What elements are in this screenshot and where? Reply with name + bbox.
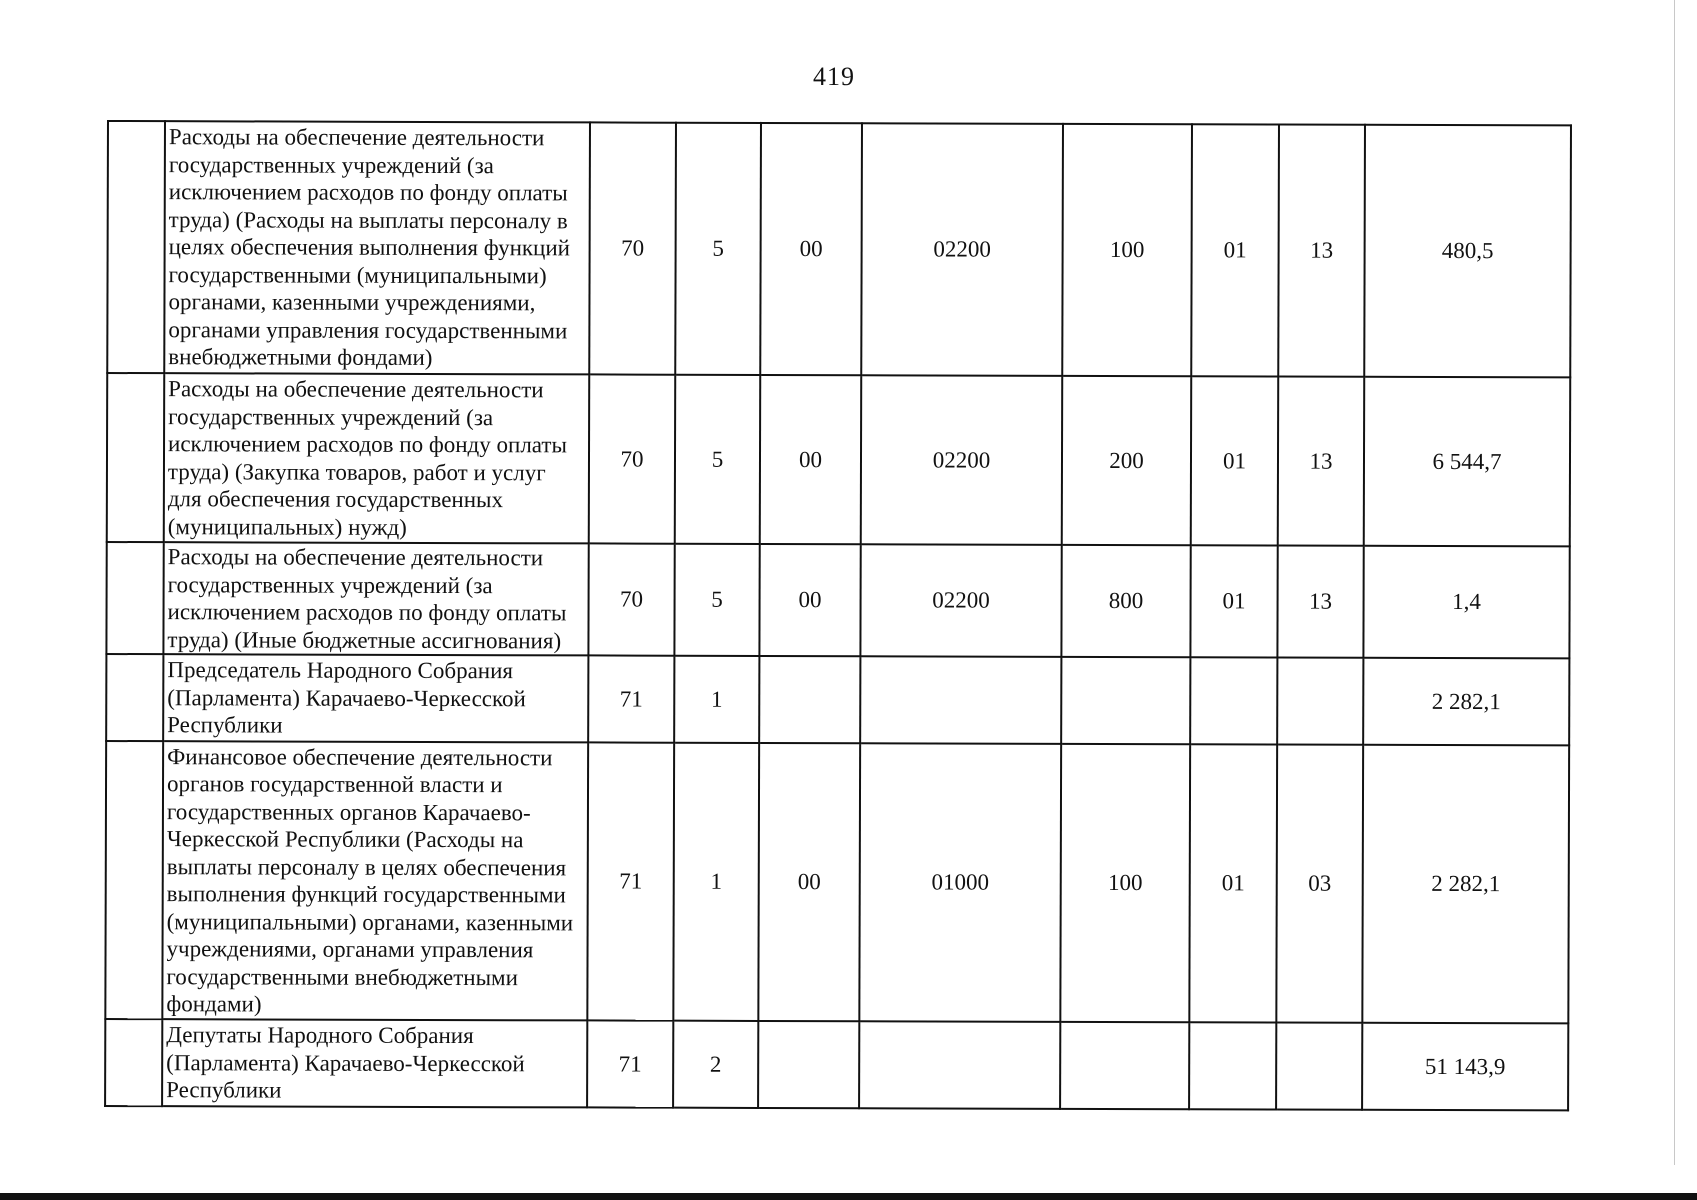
code-cell: 01 (1190, 545, 1277, 657)
table-row (107, 121, 1571, 377)
code-cell: 100 (1062, 124, 1192, 376)
code-cell: 03 (1276, 744, 1363, 1022)
description-cell: Расходы на обеспечение деятельности государственных учреждений (за исключением расходов по фонду оплаты труда) (Иные бюджетные ассигнования) (163, 542, 588, 655)
index-cell (105, 1019, 162, 1106)
code-cell: 71 (587, 742, 674, 1020)
code-cell: 1 (673, 743, 759, 1021)
description-cell: Финансовое обеспечение деятельности органов государственной власти и государственных органов Карачаево-Черкесской Республики (Расходы на выплаты персоналу в целях обеспечения выполнения функций государственными (муниципальными) органами, казенными учреждениями, органами управления государственными внебюджетными фондами) (162, 741, 588, 1020)
code-cell (860, 656, 1061, 744)
code-cell: 5 (674, 544, 759, 656)
table-body (105, 121, 1571, 1110)
code-cell: 02200 (861, 375, 1063, 545)
description-cell: Депутаты Народного Собрания (Парламента) Карачаево-Черкесской Республики (162, 1019, 587, 1107)
code-cell: 5 (675, 123, 761, 375)
code-cell: 200 (1062, 376, 1192, 545)
code-cell: 13 (1278, 376, 1365, 545)
scan-edge-line (1674, 0, 1675, 1165)
index-cell (107, 121, 165, 373)
table-row (106, 542, 1569, 658)
index-cell (105, 741, 163, 1019)
amount-cell: 6 544,7 (1364, 377, 1571, 547)
code-cell: 2 (673, 1021, 758, 1108)
index-cell (107, 373, 165, 542)
code-cell: 1 (674, 656, 759, 743)
code-cell: 00 (759, 544, 860, 656)
description-cell: Председатель Народного Собрания (Парламента) Карачаево-Черкесской Республики (163, 654, 588, 742)
code-cell: 01 (1189, 744, 1277, 1022)
index-cell (106, 542, 163, 654)
code-cell: 13 (1277, 545, 1363, 657)
amount-cell: 2 282,1 (1363, 658, 1569, 746)
amount-cell: 480,5 (1364, 125, 1571, 378)
code-cell: 01000 (859, 743, 1061, 1022)
code-cell: 5 (675, 375, 761, 544)
description-cell: Расходы на обеспечение деятельности государственных учреждений (за исключением расходов по фонду оплаты труда) (Закупка товаров, работ и услуг для обеспечения государственных (муниципальных) нужд) (164, 373, 589, 543)
code-cell: 70 (588, 543, 674, 655)
code-cell: 71 (587, 1020, 673, 1107)
table-row (106, 654, 1569, 745)
code-cell: 01 (1191, 376, 1279, 545)
code-cell (1061, 657, 1190, 744)
code-cell: 13 (1278, 124, 1365, 376)
code-cell: 800 (1061, 545, 1190, 657)
code-cell (758, 1021, 859, 1108)
code-cell (1277, 657, 1363, 744)
code-cell: 00 (760, 123, 862, 375)
code-cell (1276, 1022, 1362, 1109)
page-number: 419 (813, 62, 855, 91)
table-row (105, 741, 1569, 1023)
code-cell (1189, 1022, 1276, 1109)
code-cell: 00 (758, 743, 860, 1021)
code-cell (759, 656, 860, 743)
code-cell: 100 (1060, 744, 1190, 1022)
code-cell: 70 (589, 122, 676, 374)
code-cell: 02200 (860, 544, 1061, 657)
code-cell: 00 (760, 375, 862, 544)
table-row (105, 1019, 1568, 1110)
code-cell (1060, 1022, 1189, 1109)
code-cell: 02200 (861, 123, 1063, 376)
code-cell: 71 (588, 655, 674, 742)
budget-table (104, 120, 1572, 1111)
amount-cell: 2 282,1 (1362, 745, 1569, 1024)
amount-cell: 51 143,9 (1362, 1023, 1568, 1111)
index-cell (106, 654, 163, 741)
scan-bottom-border (0, 1193, 1697, 1200)
code-cell: 01 (1191, 124, 1279, 376)
amount-cell: 1,4 (1363, 546, 1569, 659)
description-cell: Расходы на обеспечение деятельности государственных учреждений (за исключением расходов по фонду оплаты труда) (Расходы на выплаты персоналу в целях обеспечения выполнения функций государственными (муниципальными) органами, казенными учреждениями, органами управления государственными внебюджетными фондами) (164, 121, 590, 374)
code-cell (859, 1021, 1060, 1109)
table-row (107, 373, 1570, 546)
code-cell: 70 (589, 374, 676, 543)
code-cell (1190, 657, 1277, 744)
